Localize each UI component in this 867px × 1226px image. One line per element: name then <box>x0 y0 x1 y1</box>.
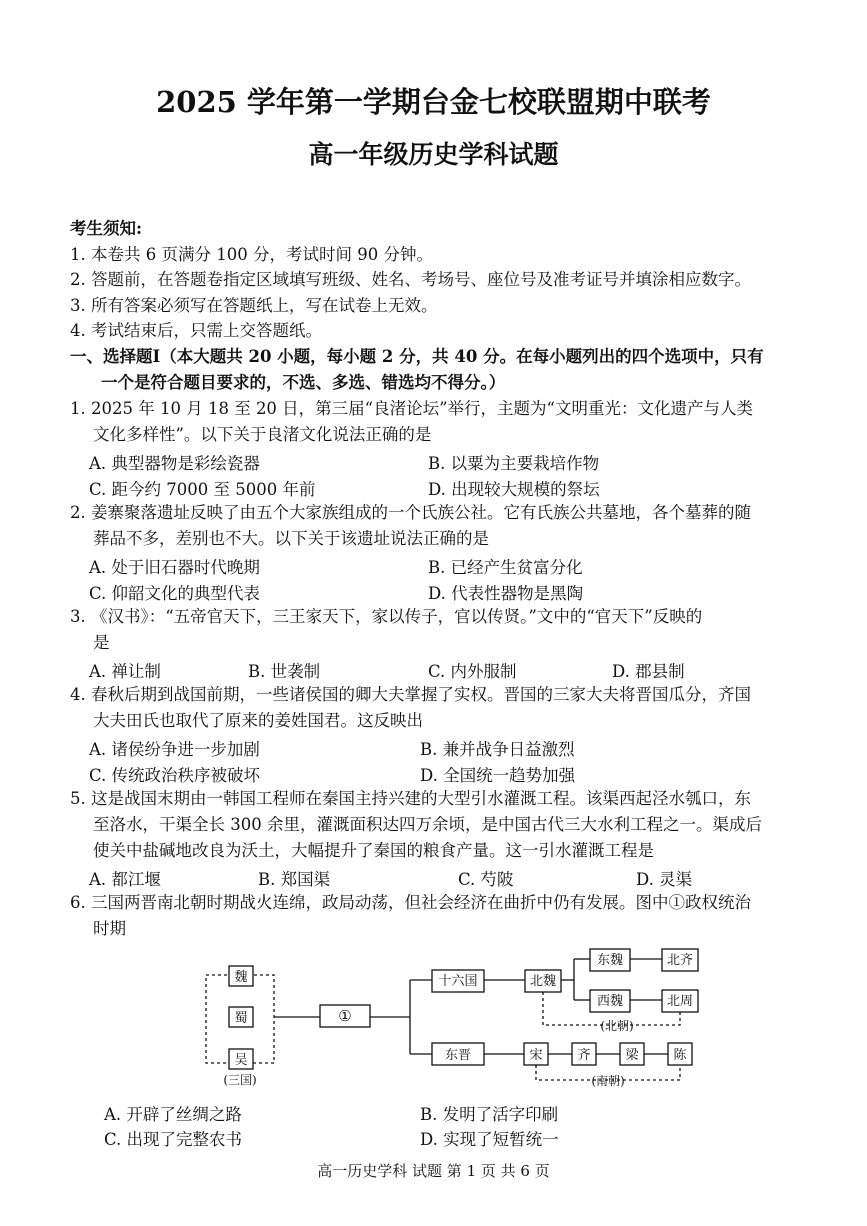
question-3-option-b: B. 世袭制 <box>248 662 321 681</box>
dongwei-label: 东魏 <box>596 953 624 968</box>
northern-label: (北朝) <box>600 1019 634 1033</box>
question-1-option-a: A. 典型器物是彩绘瓷器 <box>89 454 260 473</box>
notice-item: 2. 答题前，在答题卷指定区域填写班级、姓名、考场号、座位号及准考证号并填涂相应数字。 <box>70 270 751 289</box>
question-1-option-d: D. 出现较大规模的祭坛 <box>428 480 600 499</box>
question-4-stem-cont: 大夫田氏也取代了原来的姜姓国君。这反映出 <box>93 711 423 730</box>
question-4-option-a: A. 诸侯纷争进一步加剧 <box>89 740 260 759</box>
question-5-option-d: D. 灵渠 <box>636 870 693 889</box>
question-2-stem-cont: 葬品不多，差别也不大。以下关于该遗址说法正确的是 <box>93 529 489 548</box>
beiwei-label: 北魏 <box>529 974 557 989</box>
question-3-option-d: D. 郡县制 <box>612 662 685 681</box>
question-2-option-a: A. 处于旧石器时代晚期 <box>89 558 260 577</box>
section-heading: 一、选择题Ⅰ（本大题共 20 小题，每小题 2 分，共 40 分。在每小题列出的四个选项中，只有 <box>70 347 764 366</box>
question-1-option-c: C. 距今约 7000 至 5000 年前 <box>89 480 316 499</box>
question-5-stem: 5. 这是战国末期由一韩国工程师在秦国主持兴建的大型引水灌溉工程。该渠西起泾水瓠口，东 <box>70 789 751 808</box>
chen-label: 陈 <box>673 1048 687 1063</box>
question-4-option-c: C. 传统政治秩序被破坏 <box>89 766 261 785</box>
question-6-option-b: B. 发明了活字印刷 <box>420 1105 559 1124</box>
question-2-option-b: B. 已经产生贫富分化 <box>428 558 583 577</box>
question-2-stem: 2. 姜寨聚落遗址反映了由五个大家族组成的一个氏族公社。它有氏族公共墓地，各个墓葬的随 <box>70 503 751 522</box>
question-5-stem-cont: 使关中盐碱地改良为沃土，大幅提升了秦国的粮食产量。这一引水灌溉工程是 <box>93 841 654 860</box>
question-3-stem: 3. 《汉书》：“五帝官天下，三王家天下，家以传子，官以传贤。”文中的“官天下”反映的 <box>70 607 703 626</box>
question-2-option-c: C. 仰韶文化的典型代表 <box>89 584 261 603</box>
question-6-option-a: A. 开辟了丝绸之路 <box>104 1105 242 1124</box>
question-5-option-c: C. 芍陂 <box>458 870 514 889</box>
question-4-stem: 4. 春秋后期到战国前期，一些诸侯国的卿大夫掌握了实权。晋国的三家大夫将晋国瓜分，齐国 <box>70 685 751 704</box>
three-kingdoms-label: (三国) <box>223 1073 257 1087</box>
question-5-option-b: B. 郑国渠 <box>258 870 331 889</box>
dongjin-label: 东晋 <box>444 1048 472 1063</box>
question-1-stem-cont: 文化多样性”。以下关于良渚文化说法正确的是 <box>93 425 432 444</box>
question-1-option-b: B. 以粟为主要栽培作物 <box>428 454 600 473</box>
exam-subtitle: 高一年级历史学科试题 <box>308 140 559 169</box>
notice-item: 3. 所有答案必须写在答题纸上，写在试卷上无效。 <box>70 296 438 315</box>
qi-label: 齐 <box>577 1048 591 1063</box>
liang-label: 梁 <box>625 1048 639 1063</box>
question-4-option-d: D. 全国统一趋势加强 <box>420 766 576 785</box>
question-6-option-c: C. 出现了完整农书 <box>104 1130 243 1149</box>
regime-1-label: ① <box>338 1007 352 1025</box>
shu-label: 蜀 <box>234 1011 248 1026</box>
song-label: 宋 <box>529 1048 543 1063</box>
southern-label: (南朝) <box>591 1074 625 1088</box>
question-3-option-a: A. 禅让制 <box>89 662 161 681</box>
sixteen-kingdoms-label: 十六国 <box>438 974 478 989</box>
question-6-option-d: D. 实现了短暂统一 <box>420 1130 559 1149</box>
wei-label: 魏 <box>234 970 248 985</box>
question-2-option-d: D. 代表性器物是黑陶 <box>428 584 584 603</box>
question-6-stem-cont: 时期 <box>93 919 126 938</box>
exam-title: 2025 学年第一学期台金七校联盟期中联考 <box>156 85 711 119</box>
wu-label: 吴 <box>234 1053 248 1068</box>
beiqi-label: 北齐 <box>666 953 694 968</box>
question-4-option-b: B. 兼并战争日益激烈 <box>420 740 575 759</box>
notice-heading: 考生须知: <box>70 219 143 238</box>
notice-item: 1. 本卷共 6 页满分 100 分，考试时间 90 分钟。 <box>70 245 433 264</box>
beizhou-label: 北周 <box>666 994 694 1009</box>
xiwei-label: 西魏 <box>596 994 624 1009</box>
question-3-option-c: C. 内外服制 <box>428 662 517 681</box>
notice-item: 4. 考试结束后，只需上交答题纸。 <box>70 321 322 340</box>
question-3-stem-cont: 是 <box>93 633 110 652</box>
question-6-stem: 6. 三国两晋南北朝时期战火连绵，政局动荡，但社会经济在曲折中仍有发展。图中①政权统治 <box>70 893 751 912</box>
section-heading-cont: 一个是符合题目要求的，不选、多选、错选均不得分。） <box>101 373 506 392</box>
question-1-stem: 1. 2025 年 10 月 18 至 20 日，第三届“良渚论坛”举行，主题为“文明重光：文化遗产与人类 <box>70 399 753 418</box>
question-5-stem-cont: 至洛水，干渠全长 300 余里，灌溉面积达四万余顷，是中国古代三大水利工程之一。渠成后 <box>93 815 762 834</box>
page-footer: 高一历史学科 试题 第 1 页 共 6 页 <box>317 1162 550 1180</box>
question-5-option-a: A. 都江堰 <box>89 870 161 889</box>
